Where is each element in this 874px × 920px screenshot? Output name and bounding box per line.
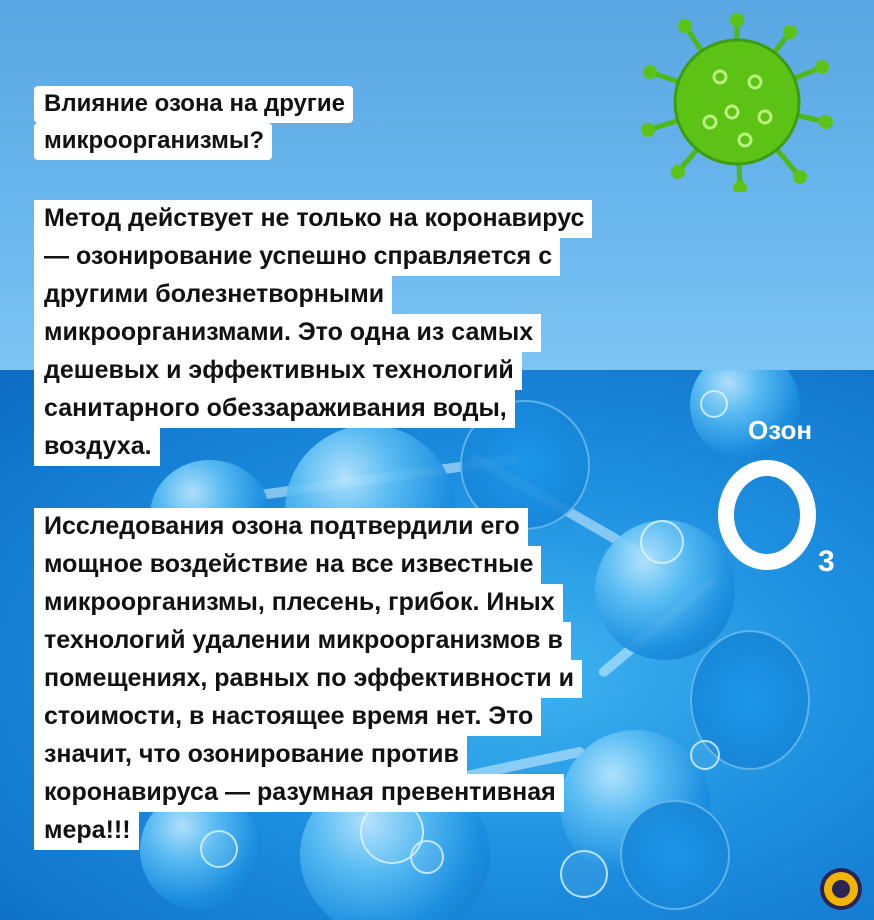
water-bubble — [560, 850, 608, 898]
paragraph-line: стоимости, в настоящее время нет. Это — [34, 698, 541, 736]
water-bubble — [690, 740, 720, 770]
ozone-label: Озон — [748, 415, 813, 445]
paragraph-line: дешевых и эффективных технологий — [34, 352, 522, 390]
paragraph-line: санитарного обеззараживания воды, — [34, 390, 515, 428]
ozone-subscript: 3 — [818, 545, 835, 578]
paragraph-line: Исследования озона подтвердили его — [34, 508, 528, 546]
paragraph-line: воздуха. — [34, 428, 160, 466]
molecule-atom — [620, 800, 730, 910]
ozone-o-letter — [718, 460, 816, 570]
paragraph-line: микроорганизмами. Это одна из самых — [34, 314, 541, 352]
paragraph-2 — [34, 508, 582, 850]
paragraph-line: технологий удалении микроорганизмов в — [34, 622, 571, 660]
paragraph-1 — [34, 200, 592, 466]
title-line: Влияние озона на другие — [34, 86, 353, 123]
paragraph-line: — озонирование успешно справляется с — [34, 238, 560, 276]
title-line: микроорганизмы? — [34, 123, 272, 160]
paragraph-line: мера!!! — [34, 812, 139, 850]
water-bubble — [640, 520, 684, 564]
paragraph-line: коронавируса — разумная превентивная — [34, 774, 564, 812]
paragraph-line: другими болезнетворными — [34, 276, 392, 314]
paragraph-line: Метод действует не только на коронавирус — [34, 200, 592, 238]
water-bubble — [700, 390, 728, 418]
paragraph-line: микроорганизмы, плесень, грибок. Иных — [34, 584, 563, 622]
brand-logo-icon — [818, 866, 864, 912]
paragraph-line: мощное воздействие на все известные — [34, 546, 541, 584]
paragraph-line: значит, что озонирование против — [34, 736, 467, 774]
virus-icon — [640, 12, 835, 192]
paragraph-line: помещениях, равных по эффективности и — [34, 660, 582, 698]
title-block — [34, 86, 353, 160]
